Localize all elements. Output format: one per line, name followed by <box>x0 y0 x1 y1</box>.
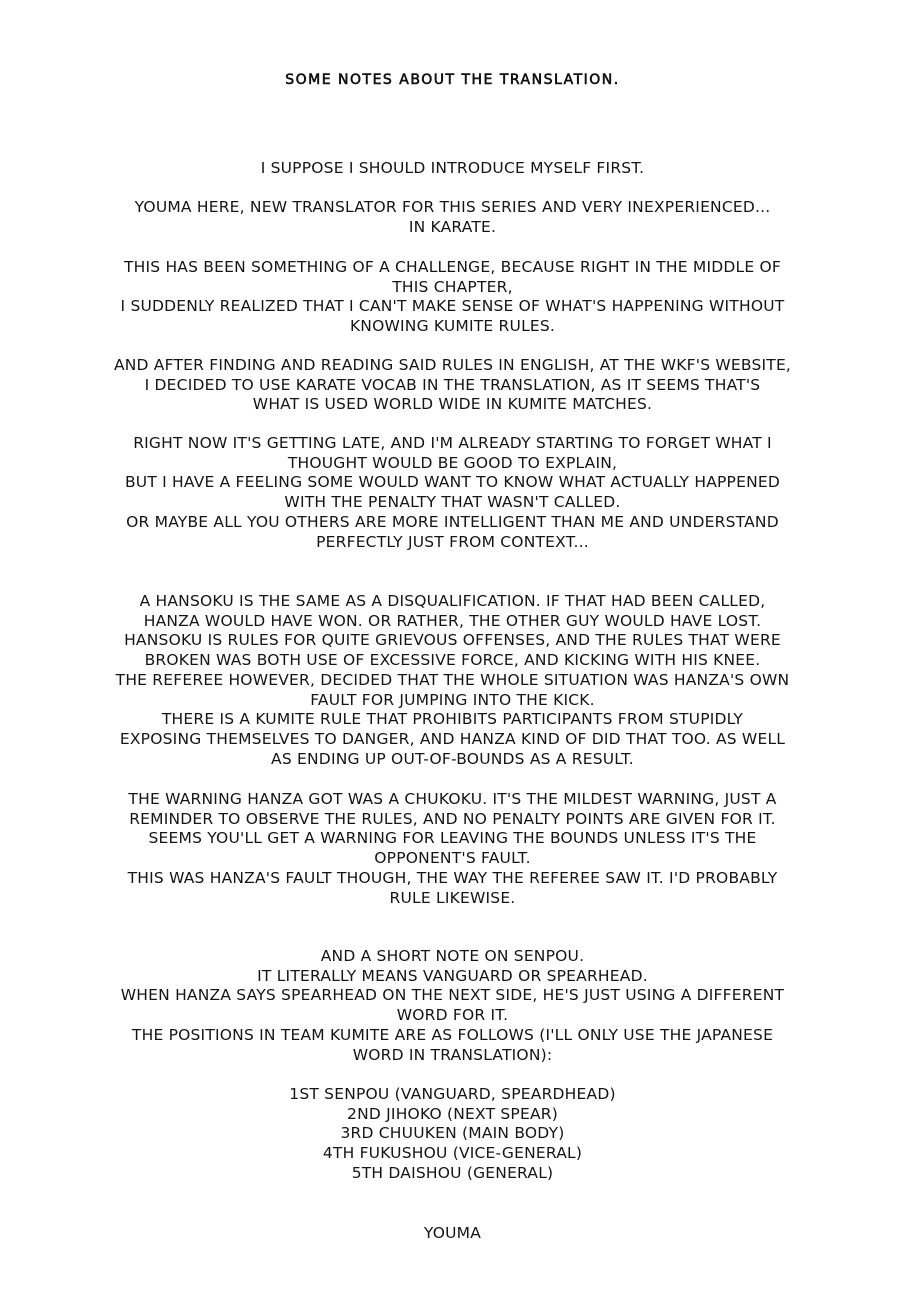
text-line: OR MAYBE ALL YOU OTHERS ARE MORE INTELLIGENT THAN ME AND UNDERSTAND <box>126 512 779 531</box>
text-line: THERE IS A KUMITE RULE THAT PROHIBITS PARTICIPANTS FROM STUPIDLY <box>161 710 744 729</box>
paragraph-translator-intro <box>40 198 865 237</box>
text-line: I SUPPOSE I SHOULD INTRODUCE MYSELF FIRST. <box>260 159 645 177</box>
list-item: 3RD CHUUKEN (MAIN BODY) <box>340 1124 565 1143</box>
text-line: WHAT IS USED WORLD WIDE IN KUMITE MATCHES. <box>252 395 653 414</box>
text-line: THOUGHT WOULD BE GOOD TO EXPLAIN, <box>287 453 618 472</box>
text-line: KNOWING KUMITE RULES. <box>349 317 556 336</box>
text-line: THE WARNING HANZA GOT WAS A CHUKOKU. IT'S THE MILDEST WARNING, JUST A <box>128 790 777 808</box>
page-title: SOME NOTES ABOUT THE TRANSLATION. <box>285 72 620 88</box>
text-line: THIS CHAPTER, <box>392 277 513 296</box>
text-line: A HANSOKU IS THE SAME AS A DISQUALIFICATION. IF THAT HAD BEEN CALLED, <box>139 592 766 610</box>
paragraph-senpou <box>40 947 865 1065</box>
paragraph-chukoku <box>40 790 865 908</box>
list-item: 2ND JIHOKO (NEXT SPEAR) <box>347 1104 558 1123</box>
text-line: HANZA WOULD HAVE WON. OR RATHER, THE OTHER GUY WOULD HAVE LOST. <box>143 611 762 630</box>
text-line: WHEN HANZA SAYS SPEARHEAD ON THE NEXT SIDE, HE'S JUST USING A DIFFERENT <box>120 986 785 1005</box>
text-line: THE REFEREE HOWEVER, DECIDED THAT THE WHOLE SITUATION WAS HANZA'S OWN <box>115 670 790 689</box>
list-item: 5TH DAISHOU (GENERAL) <box>351 1163 554 1182</box>
text-line: RIGHT NOW IT'S GETTING LATE, AND I'M ALREADY STARTING TO FORGET WHAT I <box>133 434 772 452</box>
text-line: YOUMA HERE, NEW TRANSLATOR FOR THIS SERIES AND VERY INEXPERIENCED... <box>134 198 771 216</box>
text-line: AND AFTER FINDING AND READING SAID RULES IN ENGLISH, AT THE WKF'S WEBSITE, <box>113 356 792 374</box>
text-line: HANSOKU IS RULES FOR QUITE GRIEVOUS OFFENSES, AND THE RULES THAT WERE <box>124 631 781 650</box>
paragraph-karate-vocab <box>40 356 865 415</box>
text-line: AND A SHORT NOTE ON SENPOU. <box>320 947 585 965</box>
text-line: WITH THE PENALTY THAT WASN'T CALLED. <box>284 493 621 512</box>
text-line: I DECIDED TO USE KARATE VOCAB IN THE TRANSLATION, AS IT SEEMS THAT'S <box>144 375 761 394</box>
text-line: OPPONENT'S FAULT. <box>374 849 531 868</box>
text-line: FAULT FOR JUMPING INTO THE KICK. <box>310 690 595 709</box>
text-line: PERFECTLY JUST FROM CONTEXT... <box>316 532 589 551</box>
text-line: IN KARATE. <box>408 217 497 236</box>
text-line: SEEMS YOU'LL GET A WARNING FOR LEAVING THE BOUNDS UNLESS IT'S THE <box>148 829 757 848</box>
text-line: BROKEN WAS BOTH USE OF EXCESSIVE FORCE, AND KICKING WITH HIS KNEE. <box>144 651 761 670</box>
paragraph-penalty-intro <box>40 434 865 552</box>
signature <box>40 1224 865 1244</box>
text-line: REMINDER TO OBSERVE THE RULES, AND NO PENALTY POINTS ARE GIVEN FOR IT. <box>129 809 776 828</box>
text-line: WORD IN TRANSLATION): <box>352 1045 553 1064</box>
list-item: 1ST SENPOU (VANGUARD, SPEARDHEAD) <box>289 1085 616 1103</box>
list-item: 4TH FUKUSHOU (VICE-GENERAL) <box>322 1144 583 1163</box>
paragraph-introduction <box>40 159 865 179</box>
text-line: BUT I HAVE A FEELING SOME WOULD WANT TO KNOW WHAT ACTUALLY HAPPENED <box>124 473 781 492</box>
text-line: IT LITERALLY MEANS VANGUARD OR SPEARHEAD. <box>257 966 648 985</box>
text-line: I SUDDENLY REALIZED THAT I CAN'T MAKE SENSE OF WHAT'S HAPPENING WITHOUT <box>120 297 785 316</box>
text-line: WORD FOR IT. <box>396 1006 509 1025</box>
text-line: THIS WAS HANZA'S FAULT THOUGH, THE WAY THE REFEREE SAW IT. I'D PROBABLY <box>127 868 778 887</box>
text-line: RULE LIKEWISE. <box>389 888 516 907</box>
paragraph-challenge <box>40 258 865 337</box>
text-line: AS ENDING UP OUT-OF-BOUNDS AS A RESULT. <box>271 749 634 768</box>
text-line: THE POSITIONS IN TEAM KUMITE ARE AS FOLLOWS (I'LL ONLY USE THE JAPANESE <box>131 1025 774 1044</box>
team-positions-list <box>40 1085 865 1184</box>
text-line: EXPOSING THEMSELVES TO DANGER, AND HANZA KIND OF DID THAT TOO. AS WELL <box>119 729 786 748</box>
paragraph-hansoku <box>40 592 865 769</box>
text-line: THIS HAS BEEN SOMETHING OF A CHALLENGE, BECAUSE RIGHT IN THE MIDDLE OF <box>123 258 781 276</box>
signature-name: YOUMA <box>423 1224 482 1242</box>
